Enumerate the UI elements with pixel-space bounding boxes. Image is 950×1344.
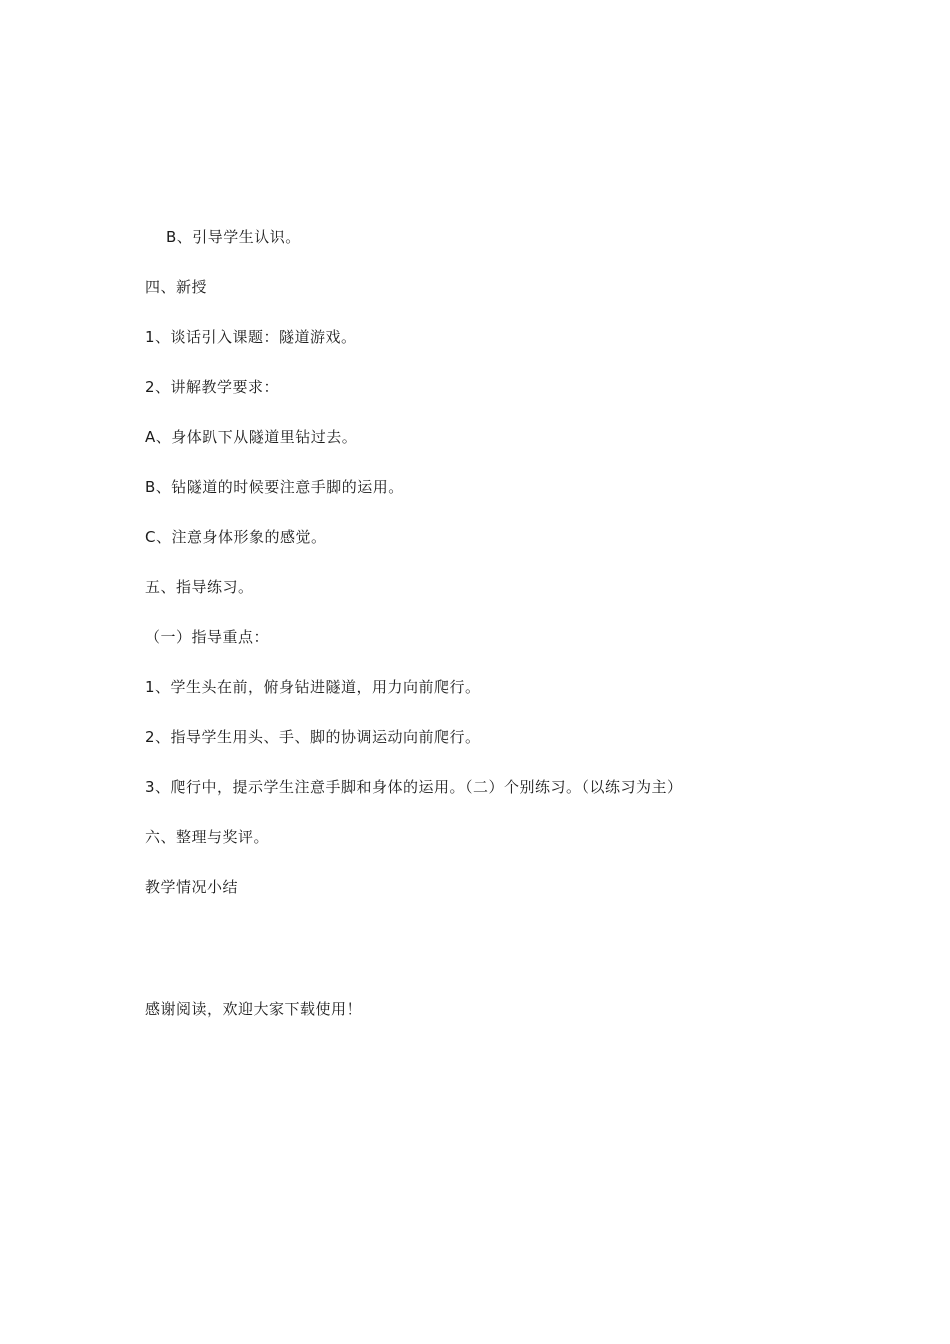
section-heading-wrap-up: 六、整理与奖评。 [145, 828, 270, 846]
requirement-a: A、身体趴下从隧道里钻过去。 [145, 428, 358, 446]
focus-point-1: 1、学生头在前，俯身钻进隧道，用力向前爬行。 [145, 678, 481, 696]
requirement-c: C、注意身体形象的感觉。 [145, 528, 327, 546]
step-2-explain-requirements: 2、讲解教学要求： [145, 378, 280, 396]
subheading-guidance-focus: （一）指导重点： [145, 628, 270, 646]
focus-point-2: 2、指导学生用头、手、脚的协调运动向前爬行。 [145, 728, 481, 746]
section-heading-new-lesson: 四、新授 [145, 278, 208, 296]
closing-thanks-note: 感谢阅读，欢迎大家下载使用！ [145, 1000, 363, 1018]
teaching-summary-heading: 教学情况小结 [145, 878, 239, 896]
step-1-introduce-topic: 1、谈话引入课题：隧道游戏。 [145, 328, 357, 346]
requirement-b: B、钻隧道的时候要注意手脚的运用。 [145, 478, 404, 496]
item-b-guide-students: B、引导学生认识。 [166, 228, 301, 246]
section-heading-guided-practice: 五、指导练习。 [145, 578, 254, 596]
focus-point-3: 3、爬行中，提示学生注意手脚和身体的运用。（二）个别练习。（以练习为主） [145, 778, 683, 796]
